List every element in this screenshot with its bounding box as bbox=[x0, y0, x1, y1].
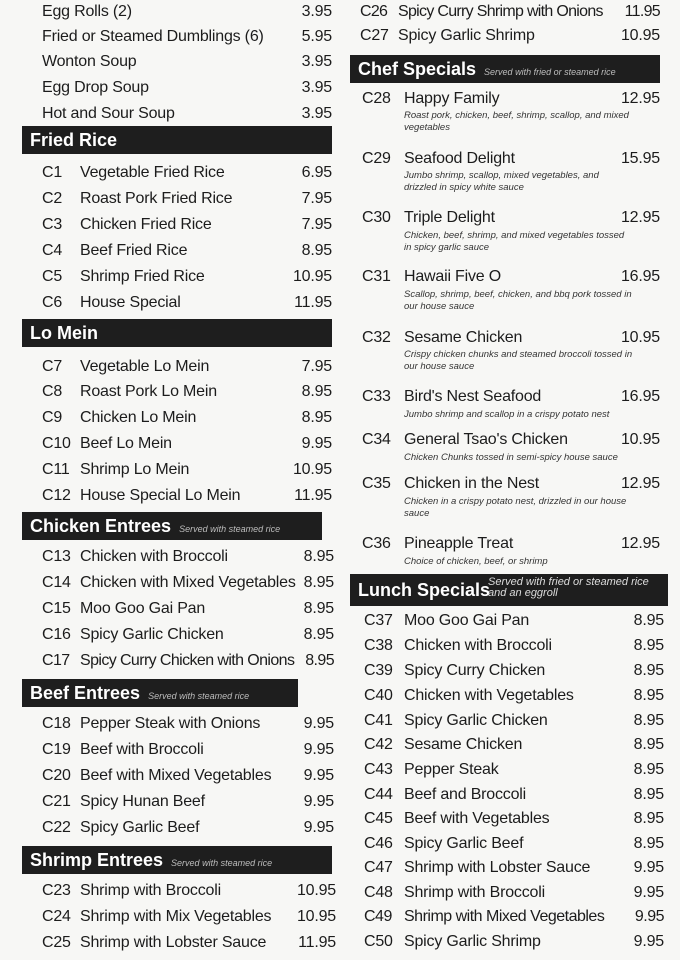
item-code: C7 bbox=[42, 358, 63, 375]
item-description: Chicken Chunks tossed in semi-spicy house sauce bbox=[404, 452, 618, 463]
item-name: Spicy Garlic Chicken bbox=[404, 712, 548, 729]
item-description: Scallop, shrimp, beef, chicken, and bbq pork tossed in our house sauce bbox=[404, 289, 632, 312]
item-code: C46 bbox=[364, 835, 393, 852]
section-title: Fried Rice bbox=[30, 130, 118, 150]
item-code: C17 bbox=[42, 652, 70, 669]
item-name: Shrimp with Lobster Sauce bbox=[404, 859, 591, 876]
item-code: C15 bbox=[42, 600, 71, 617]
item-name: Spicy Curry Chicken bbox=[404, 662, 546, 679]
item-name: Chicken Lo Mein bbox=[80, 409, 197, 426]
item-name: Beef and Broccoli bbox=[404, 786, 527, 803]
item-price: 9.95 bbox=[633, 859, 664, 876]
item-name: Spicy Garlic Chicken bbox=[80, 626, 224, 643]
item-code: C32 bbox=[362, 329, 391, 346]
item-code: C33 bbox=[362, 388, 391, 405]
item-code: C47 bbox=[364, 859, 393, 876]
item-price: 8.95 bbox=[633, 712, 664, 729]
item-price: 10.95 bbox=[296, 908, 336, 925]
item-name: Chicken Fried Rice bbox=[80, 216, 212, 233]
item-description: Crispy chicken chunks and steamed broccoli tossed in our house sauce bbox=[404, 349, 633, 372]
item-name: House Special Lo Mein bbox=[80, 487, 241, 504]
item-code: C28 bbox=[362, 90, 391, 107]
item-price: 9.95 bbox=[633, 884, 664, 901]
item-price: 8.95 bbox=[303, 600, 334, 617]
item-name: Egg Drop Soup bbox=[42, 79, 149, 96]
item-code: C39 bbox=[364, 662, 393, 679]
item-name: Spicy Hunan Beef bbox=[80, 793, 205, 810]
item-name: Spicy Garlic Shrimp bbox=[398, 27, 535, 44]
item-price: 12.95 bbox=[620, 209, 660, 226]
section-note: Served with steamed rice bbox=[148, 691, 250, 701]
item-price: 8.95 bbox=[633, 637, 664, 654]
item-code: C22 bbox=[42, 819, 71, 836]
section-title: Shrimp Entrees bbox=[30, 850, 164, 870]
item-price: 16.95 bbox=[620, 268, 660, 285]
item-price: 9.95 bbox=[303, 767, 334, 784]
item-name: Shrimp with Mixed Vegetables bbox=[404, 908, 605, 925]
item-code: C16 bbox=[42, 626, 71, 643]
item-name: Bird's Nest Seafood bbox=[404, 388, 542, 405]
item-price: 11.95 bbox=[294, 294, 332, 311]
item-price: 10.95 bbox=[620, 431, 660, 448]
item-price: 10.95 bbox=[292, 268, 332, 285]
item-price: 8.95 bbox=[633, 612, 664, 629]
section-title: Chicken Entrees bbox=[30, 516, 172, 536]
item-code: C30 bbox=[362, 209, 391, 226]
section-header-beef-entrees bbox=[22, 679, 298, 707]
item-name: Sesame Chicken bbox=[404, 329, 523, 346]
item-code: C14 bbox=[42, 574, 71, 591]
item-name: Beef Lo Mein bbox=[80, 435, 172, 452]
item-code: C35 bbox=[362, 475, 391, 492]
item-code: C31 bbox=[362, 268, 391, 285]
item-price: 9.95 bbox=[303, 741, 334, 758]
item-name: Moo Goo Gai Pan bbox=[404, 612, 530, 629]
item-code: C29 bbox=[362, 150, 391, 167]
item-price: 11.95 bbox=[294, 487, 332, 504]
item-code: C23 bbox=[42, 882, 71, 899]
item-price: 3.95 bbox=[301, 3, 332, 20]
item-price: 10.95 bbox=[620, 27, 660, 44]
item-name: Chicken with Broccoli bbox=[404, 637, 552, 654]
item-name: Seafood Delight bbox=[404, 150, 515, 167]
item-code: C24 bbox=[42, 908, 71, 925]
item-code: C20 bbox=[42, 767, 71, 784]
item-code: C18 bbox=[42, 715, 71, 732]
section-header-lunch-specials bbox=[350, 574, 668, 606]
item-name: Chicken in the Nest bbox=[404, 475, 539, 492]
item-name: Hawaii Five O bbox=[404, 268, 501, 285]
item-price: 8.95 bbox=[305, 652, 334, 669]
item-description: Jumbo shrimp and scallop in a crispy potato nest bbox=[404, 409, 610, 420]
item-code: C21 bbox=[42, 793, 71, 810]
item-price: 8.95 bbox=[301, 242, 332, 259]
item-description: Jumbo shrimp, scallop, mixed vegetables, and drizzled in spicy white sauce bbox=[404, 170, 599, 193]
item-price: 9.95 bbox=[301, 435, 332, 452]
section-header-chicken-entrees bbox=[22, 512, 322, 540]
section-title: Chef Specials bbox=[358, 59, 477, 79]
item-price: 16.95 bbox=[620, 388, 660, 405]
section-note: Served with fried or steamed rice bbox=[484, 67, 616, 77]
item-name: Beef with Mixed Vegetables bbox=[80, 767, 272, 784]
item-price: 6.95 bbox=[301, 164, 332, 181]
item-code: C40 bbox=[364, 687, 393, 704]
item-name: Vegetable Fried Rice bbox=[80, 164, 225, 181]
item-price: 8.95 bbox=[633, 810, 664, 827]
item-price: 3.95 bbox=[301, 105, 332, 122]
item-price: 10.95 bbox=[296, 882, 336, 899]
item-code: C49 bbox=[364, 908, 392, 925]
item-price: 3.95 bbox=[301, 53, 332, 70]
item-name: Vegetable Lo Mein bbox=[80, 358, 210, 375]
item-price: 12.95 bbox=[620, 475, 660, 492]
item-name: Spicy Curry Shrimp with Onions bbox=[398, 3, 603, 20]
item-name: House Special bbox=[80, 294, 181, 311]
section-header-shrimp-entrees bbox=[22, 846, 332, 874]
item-price: 10.95 bbox=[292, 461, 332, 478]
item-name: Shrimp with Broccoli bbox=[404, 884, 545, 901]
item-code: C36 bbox=[362, 535, 391, 552]
item-code: C44 bbox=[364, 786, 393, 803]
item-name: Triple Delight bbox=[404, 209, 495, 226]
item-code: C19 bbox=[42, 741, 71, 758]
item-price: 8.95 bbox=[633, 786, 664, 803]
item-name: Beef with Broccoli bbox=[80, 741, 204, 758]
item-price: 7.95 bbox=[301, 190, 332, 207]
item-price: 9.95 bbox=[303, 715, 334, 732]
item-name: Pineapple Treat bbox=[404, 535, 514, 552]
item-price: 5.95 bbox=[301, 28, 332, 45]
item-name: Spicy Garlic Shrimp bbox=[404, 933, 541, 950]
item-name: Chicken with Mixed Vegetables bbox=[80, 574, 296, 591]
item-name: Wonton Soup bbox=[42, 53, 137, 70]
item-price: 8.95 bbox=[303, 574, 334, 591]
section-title: Lunch Specials bbox=[358, 580, 491, 600]
item-name: Pepper Steak bbox=[404, 761, 499, 778]
item-name: Shrimp with Lobster Sauce bbox=[80, 934, 267, 951]
item-code: C10 bbox=[42, 435, 71, 452]
item-code: C8 bbox=[42, 383, 63, 400]
item-code: C27 bbox=[360, 27, 389, 44]
item-code: C42 bbox=[364, 736, 393, 753]
item-name: Spicy Garlic Beef bbox=[404, 835, 524, 852]
item-code: C48 bbox=[364, 884, 393, 901]
item-code: C45 bbox=[364, 810, 393, 827]
item-name: General Tsao's Chicken bbox=[404, 431, 568, 448]
section-header-lo-mein bbox=[22, 319, 332, 347]
item-code: C2 bbox=[42, 190, 63, 207]
item-name: Shrimp with Mix Vegetables bbox=[80, 908, 272, 925]
item-name: Beef Fried Rice bbox=[80, 242, 188, 259]
item-code: C25 bbox=[42, 934, 71, 951]
section-note: Served with fried or steamed rice and an eggroll bbox=[488, 576, 649, 599]
section-title: Lo Mein bbox=[30, 323, 98, 343]
item-name: Pepper Steak with Onions bbox=[80, 715, 261, 732]
section-header-fried-rice bbox=[22, 126, 332, 154]
item-code: C3 bbox=[42, 216, 63, 233]
section-title: Beef Entrees bbox=[30, 683, 141, 703]
item-code: C13 bbox=[42, 548, 71, 565]
item-name: Beef with Vegetables bbox=[404, 810, 550, 827]
item-price: 8.95 bbox=[633, 835, 664, 852]
item-code: C34 bbox=[362, 431, 391, 448]
item-price: 9.95 bbox=[634, 908, 664, 925]
section-header-chef-specials bbox=[350, 55, 660, 83]
item-price: 11.95 bbox=[624, 3, 660, 20]
item-price: 8.95 bbox=[301, 383, 332, 400]
item-price: 8.95 bbox=[303, 548, 334, 565]
item-description: Choice of chicken, beef, or shrimp bbox=[404, 556, 548, 567]
item-name: Spicy Curry Chicken with Onions bbox=[80, 652, 295, 669]
section-note: Served with steamed rice bbox=[179, 524, 281, 534]
item-description: Chicken, beef, shrimp, and mixed vegetables tossed in spicy garlic sauce bbox=[404, 230, 625, 253]
item-price: 12.95 bbox=[620, 90, 660, 107]
item-code: C41 bbox=[364, 712, 393, 729]
item-name: Fried or Steamed Dumblings (6) bbox=[42, 28, 264, 45]
item-price: 8.95 bbox=[633, 662, 664, 679]
item-name: Hot and Sour Soup bbox=[42, 105, 175, 122]
item-name: Roast Pork Fried Rice bbox=[80, 190, 233, 207]
item-price: 8.95 bbox=[633, 736, 664, 753]
item-name: Shrimp with Broccoli bbox=[80, 882, 221, 899]
item-code: C9 bbox=[42, 409, 63, 426]
item-code: C11 bbox=[42, 461, 70, 478]
item-code: C26 bbox=[360, 3, 388, 20]
item-price: 9.95 bbox=[303, 819, 334, 836]
item-price: 10.95 bbox=[620, 329, 660, 346]
item-name: Happy Family bbox=[404, 90, 500, 107]
item-name: Egg Rolls (2) bbox=[42, 3, 132, 20]
item-description: Roast pork, chicken, beef, shrimp, scallop, and mixed vegetables bbox=[404, 110, 629, 133]
item-price: 8.95 bbox=[633, 761, 664, 778]
item-price: 9.95 bbox=[303, 793, 334, 810]
item-price: 8.95 bbox=[301, 409, 332, 426]
item-code: C43 bbox=[364, 761, 393, 778]
item-name: Chicken with Broccoli bbox=[80, 548, 228, 565]
section-note: Served with steamed rice bbox=[171, 858, 273, 868]
item-code: C50 bbox=[364, 933, 393, 950]
item-price: 7.95 bbox=[301, 216, 332, 233]
item-price: 12.95 bbox=[620, 535, 660, 552]
item-code: C12 bbox=[42, 487, 71, 504]
item-code: C38 bbox=[364, 637, 393, 654]
item-price: 3.95 bbox=[301, 79, 332, 96]
item-price: 8.95 bbox=[633, 687, 664, 704]
item-price: 7.95 bbox=[301, 358, 332, 375]
item-code: C4 bbox=[42, 242, 63, 259]
item-price: 8.95 bbox=[303, 626, 334, 643]
item-description: Chicken in a crispy potato nest, drizzled in our house sauce bbox=[404, 496, 627, 519]
item-name: Shrimp Fried Rice bbox=[80, 268, 205, 285]
item-price: 11.95 bbox=[298, 934, 336, 951]
item-name: Spicy Garlic Beef bbox=[80, 819, 200, 836]
item-name: Roast Pork Lo Mein bbox=[80, 383, 217, 400]
item-name: Moo Goo Gai Pan bbox=[80, 600, 206, 617]
item-name: Chicken with Vegetables bbox=[404, 687, 574, 704]
item-code: C37 bbox=[364, 612, 393, 629]
item-code: C1 bbox=[42, 164, 63, 181]
item-code: C6 bbox=[42, 294, 63, 311]
item-name: Sesame Chicken bbox=[404, 736, 523, 753]
item-code: C5 bbox=[42, 268, 63, 285]
item-price: 9.95 bbox=[633, 933, 664, 950]
item-price: 15.95 bbox=[620, 150, 660, 167]
item-name: Shrimp Lo Mein bbox=[80, 461, 190, 478]
